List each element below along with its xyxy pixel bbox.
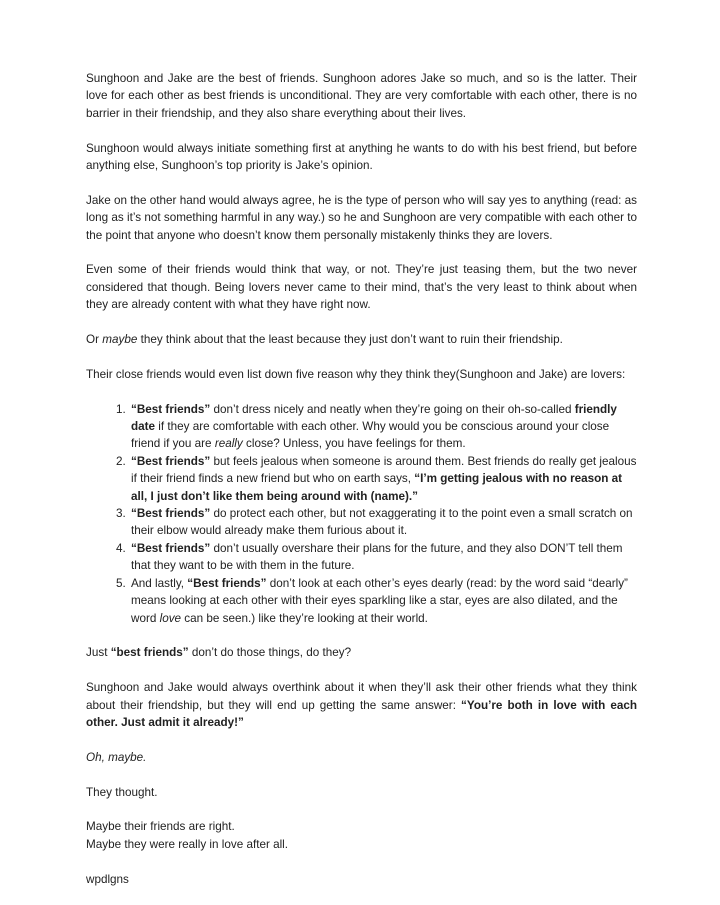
paragraph-same-answer: Sunghoon and Jake would always overthink about it when they’ll ask their other friends what they think about their friendship, but they will end up getting the same answer: “You’re both in love with each other. Just admit it already!” [86, 681, 637, 729]
paragraph-list-intro: Their close friends would even list down five reason why they think they(Sunghoon and Jake) are lovers: [86, 367, 626, 381]
paragraph-closing: Maybe their friends are right. Maybe they were really in love after all. [86, 820, 289, 851]
reasons-list [86, 401, 637, 627]
list-item: 5. And lastly, “Best friends” don’t look at each other’s eyes dearly (read: by the word said “dearly” means looking at each other with their eyes sparkling like a star, eyes are also dilated, and the word love can be seen.) like they’re looking at their world. [129, 575, 637, 627]
paragraph-jake-agrees: Jake on the other hand would always agree, he is the type of person who will say yes to anything (read: as long as it’s not something harmful in any way.) so he and Sunghoon are very compatible with each other to the point that anyone who doesn’t know them personally mistakenly thinks they are lovers. [86, 193, 637, 242]
list-item: 3. “Best friends” do protect each other, but not exaggerating it to the point even a small scratch on their elbow would already make them furious about it. [129, 505, 637, 540]
document-page [86, 70, 637, 905]
paragraph-intro: Sunghoon and Jake are the best of friends. Sunghoon adores Jake so much, and so is the latter. Their love for each other as best friends is unconditional. They are very comfortable with each other, there is no barrier in their friendship, and they also share everything about their lives. [86, 72, 637, 120]
paragraph-initiative: Sunghoon would always initiate something first at anything he wants to do with his best friend, but before anything else, Sunghoon’s top priority is Jake’s opinion. [86, 141, 637, 173]
paragraph-just-best-friends: Just “best friends” don’t do those things, do they? [86, 646, 352, 660]
paragraph-maybe: Or maybe they think about that the least because they just don’t want to ruin their friendship. [86, 333, 563, 347]
paragraph-they-thought: They thought. [86, 785, 158, 799]
list-item: 2. “Best friends” but feels jealous when someone is around them. Best friends do really get jealous if their friend finds a new friend but who on earth says, “I’m getting jealous with no reason at all, I just don’t like them being around with (name).” [129, 453, 637, 505]
paragraph-oh-maybe: Oh, maybe. [86, 750, 147, 764]
list-item: 4. “Best friends” don’t usually overshare their plans for the future, and they also DON’T tell them that they want to be with them in the future. [129, 540, 637, 575]
author-signature: wpdlgns [86, 872, 129, 886]
list-item: 1. “Best friends” don’t dress nicely and neatly when they’re going on their oh-so-called friendly date if they are comfortable with each other. Why would you be conscious around your close friend if you are really close? Unless, you have feelings for them. [129, 401, 637, 453]
paragraph-friends-teasing: Even some of their friends would think that way, or not. They’re just teasing them, but the two never considered that though. Being lovers never came to their mind, that’s the very least to think about when they are already content with what they have right now. [86, 263, 637, 312]
